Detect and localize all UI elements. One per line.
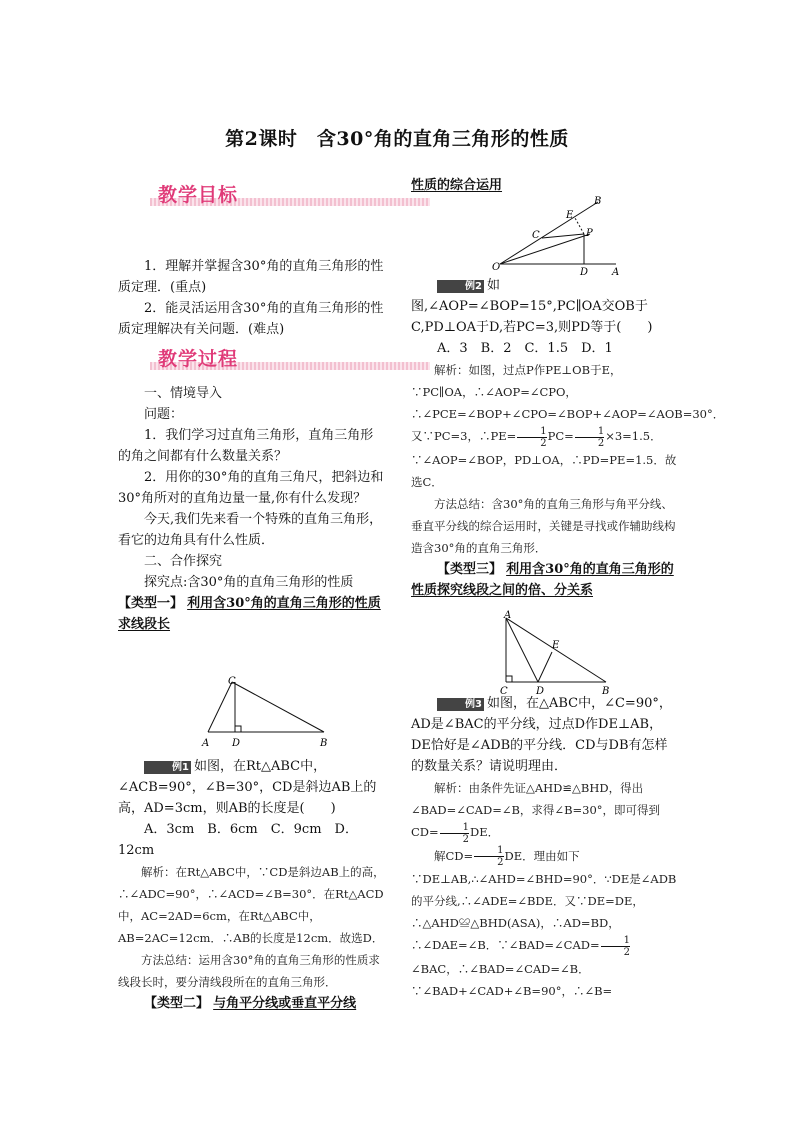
left-column-example-1 xyxy=(118,756,386,1014)
fraction-half xyxy=(517,426,546,449)
example-1-badge: 例1 xyxy=(144,761,191,774)
fig1-label-d: D xyxy=(232,738,241,749)
fig2-label-a: A xyxy=(612,267,620,276)
example-2-analysis-part-3: ×3=1.5．∵∠AOP=∠BOP，PD⊥OA，∴PD=PE=1.5．故选C． xyxy=(411,429,677,489)
fig3-segment-de xyxy=(538,652,552,682)
fig1-label-b: B xyxy=(320,738,328,749)
example-2-options: A．3 B．2 C．1.5 D．1 xyxy=(437,341,613,356)
fig3-label-c: C xyxy=(500,686,508,696)
fig2-ray-op xyxy=(500,234,590,264)
example-1-analysis: 解析：在Rt△ABC中，∵CD是斜边AB上的高，∴∠ADC=90°，∴∠ACD=∠B=30°．在Rt△ACD中，AC=2AD=6cm，在Rt△ABC中，AB=2AC=12cm．∴AB的长度是12cm．故选D． xyxy=(118,865,385,945)
type-1-heading xyxy=(118,593,386,635)
example-3-badge: 例3 xyxy=(437,698,484,711)
intro-text: 今天,我们先来看一个特殊的直角三角形，看它的边角具有什么性质． xyxy=(118,512,383,548)
explore-point: 探究点:含30°角的直角三角形的性质 xyxy=(144,575,354,590)
fig3-label-d: D xyxy=(536,686,545,696)
teaching-goals-banner xyxy=(150,182,430,208)
fraction-denominator: 2 xyxy=(623,946,630,958)
fig1-label-c: C xyxy=(228,676,236,687)
fraction-numerator: 1 xyxy=(440,822,469,834)
type-3-heading xyxy=(411,559,677,601)
left-column xyxy=(118,256,386,340)
example-3-solution xyxy=(411,845,677,1002)
type-3-tag: 【类型三】 xyxy=(437,561,503,577)
fig2-label-d: D xyxy=(580,267,589,276)
example-1-options: A．3cm B．6cm C．9cm D．12cm xyxy=(118,822,358,858)
fig3-label-a: A xyxy=(504,610,512,621)
example-2-text: 如图,∠AOP=∠BOP=15°,PC∥OA交OB于C,PD⊥OA于D,若PC=3,则PD等于( ) xyxy=(411,278,653,335)
example-3 xyxy=(411,693,677,777)
teaching-process-banner xyxy=(150,346,430,372)
question-1: 1．我们学习过直角三角形，直角三角形的角之间都有什么数量关系？ xyxy=(118,428,374,464)
fig2-label-o: O xyxy=(492,262,501,273)
example-3-solution-part-3: ∠BAC，∴∠BAD=∠CAD=∠B．∵∠BAD+∠CAD+∠B=90°，∴∠B= xyxy=(411,961,613,998)
fig3-label-e: E xyxy=(552,640,560,651)
example-2-badge: 例2 xyxy=(437,280,484,293)
example-2-analysis-part-1: 解析：如图，过点P作PE⊥OB于E，∵PC∥OA，∴∠AOP=∠CPO，∴∠PCE=∠BOP+∠CPO=∠BOP+∠AOP=∠AOB=30°．又∵PC=3，∴PE= xyxy=(411,363,725,443)
fraction-numerator: 1 xyxy=(474,845,503,857)
type-3-text: 利用含30°角的直角三角形的性质探究线段之间的倍、分关系 xyxy=(411,561,674,598)
fig1-right-angle-mark xyxy=(235,726,241,732)
type-2-heading xyxy=(118,993,386,1014)
example-3-text: 如图，在△ABC中，∠C=90°，AD是∠BAC的平分线，过点D作DE⊥AB，DE恰好是∠ADB的平分线．CD与DB有怎样的数量关系？请说明理由． xyxy=(411,696,672,774)
fraction-numerator: 1 xyxy=(575,426,604,438)
goal-1: 1．理解并掌握含30°角的直角三角形的性质定理．(重点) xyxy=(118,259,384,295)
type-2-continued: 性质的综合运用 xyxy=(411,178,503,193)
example-2 xyxy=(411,275,677,338)
figure-2 xyxy=(490,194,630,276)
example-2-analysis xyxy=(411,359,725,493)
banner-label: 教学过程 xyxy=(158,348,239,370)
fraction-half xyxy=(440,822,469,845)
example-3-analysis-part-2: DE． xyxy=(470,825,500,839)
fraction-denominator: 2 xyxy=(597,437,605,449)
right-column-top xyxy=(411,175,677,196)
fraction-numerator: 1 xyxy=(601,935,630,947)
fig1-label-a: A xyxy=(202,738,210,749)
right-column-example-2 xyxy=(411,275,725,601)
question-2: 2．用你的30°角的直角三角尺，把斜边和30°角所对的直角边量一量,你有什么发现？ xyxy=(118,470,384,506)
figure-1 xyxy=(190,672,340,752)
fig3-segment-ad xyxy=(506,618,538,682)
page-title: 第2课时 含30°角的直角三角形的性质 xyxy=(225,128,569,150)
question-label: 问题： xyxy=(144,407,184,422)
example-3-analysis xyxy=(411,777,677,845)
type-1-tag: 【类型一】 xyxy=(118,596,184,611)
example-1 xyxy=(118,756,386,819)
fig2-label-c: C xyxy=(532,230,540,241)
banner-label: 教学目标 xyxy=(158,184,239,206)
example-2-summary: 方法总结：含30°角的直角三角形与角平分线、垂直平分线的综合运用时，关键是寻找或作辅助线构造含30°角的直角三角形． xyxy=(411,496,676,555)
example-3-solution-part-2: DE．理由如下∵DE⊥AB,∴∠AHD=∠BHD=90°．∵DE是∠ADB的平分线,∴∠ADE=∠BDE．又∵DE=DE，∴△AHD≌△BHD(ASA)，∴AD=BD，∴∠DAE=∠B．∵∠BAD=∠CAD= xyxy=(411,848,677,952)
example-1-text: 如图，在Rt△ABC中，∠ACB=90°，∠B=30°，CD是斜边AB上的高，AD=3cm，则AB的长度是( ) xyxy=(118,759,377,816)
example-3-solution-part-1: 解CD= xyxy=(434,848,474,863)
fraction-half xyxy=(474,845,503,868)
fig2-segment-pe xyxy=(575,218,584,234)
right-column-example-3 xyxy=(411,693,677,1002)
fraction-numerator: 1 xyxy=(517,426,546,438)
fraction-denominator: 2 xyxy=(462,833,470,845)
fig3-right-angle-mark xyxy=(506,676,512,682)
fig2-label-p: P xyxy=(586,228,593,239)
fraction-half xyxy=(575,426,604,449)
fig2-label-b: B xyxy=(594,196,602,207)
section-2-heading: 二、合作探究 xyxy=(144,554,223,569)
section-1-heading: 一、情境导入 xyxy=(144,386,223,401)
fraction-half xyxy=(601,935,630,958)
fig2-segment-cp xyxy=(542,234,584,238)
fig2-label-e: E xyxy=(566,210,574,221)
left-column-process xyxy=(118,383,386,635)
type-1-text: 利用含30°角的直角三角形的性质求线段长 xyxy=(118,596,381,632)
fraction-denominator: 2 xyxy=(540,437,547,449)
type-2-text: 与角平分线或垂直平分线 xyxy=(213,996,357,1011)
type-2-tag: 【类型二】 xyxy=(144,996,210,1011)
figure-3 xyxy=(494,610,624,696)
goal-2: 2．能灵活运用含30°角的直角三角形的性质定理解决有关问题．(难点) xyxy=(118,301,384,337)
example-1-summary: 方法总结：运用含30°角的直角三角形的性质求线段长时，要分清线段所在的直角三角形． xyxy=(118,953,380,989)
example-3-analysis-part-1: 解析：由条件先证△AHD≌△BHD，得出∠BAD=∠CAD=∠B，求得∠B=30°，即可得到CD= xyxy=(411,781,661,839)
example-2-analysis-part-2: PC= xyxy=(547,429,574,443)
fig1-side-ac xyxy=(208,682,232,732)
fig1-side-cb xyxy=(232,682,324,732)
fig3-label-b: B xyxy=(602,686,610,696)
fraction-denominator: 2 xyxy=(497,857,504,868)
